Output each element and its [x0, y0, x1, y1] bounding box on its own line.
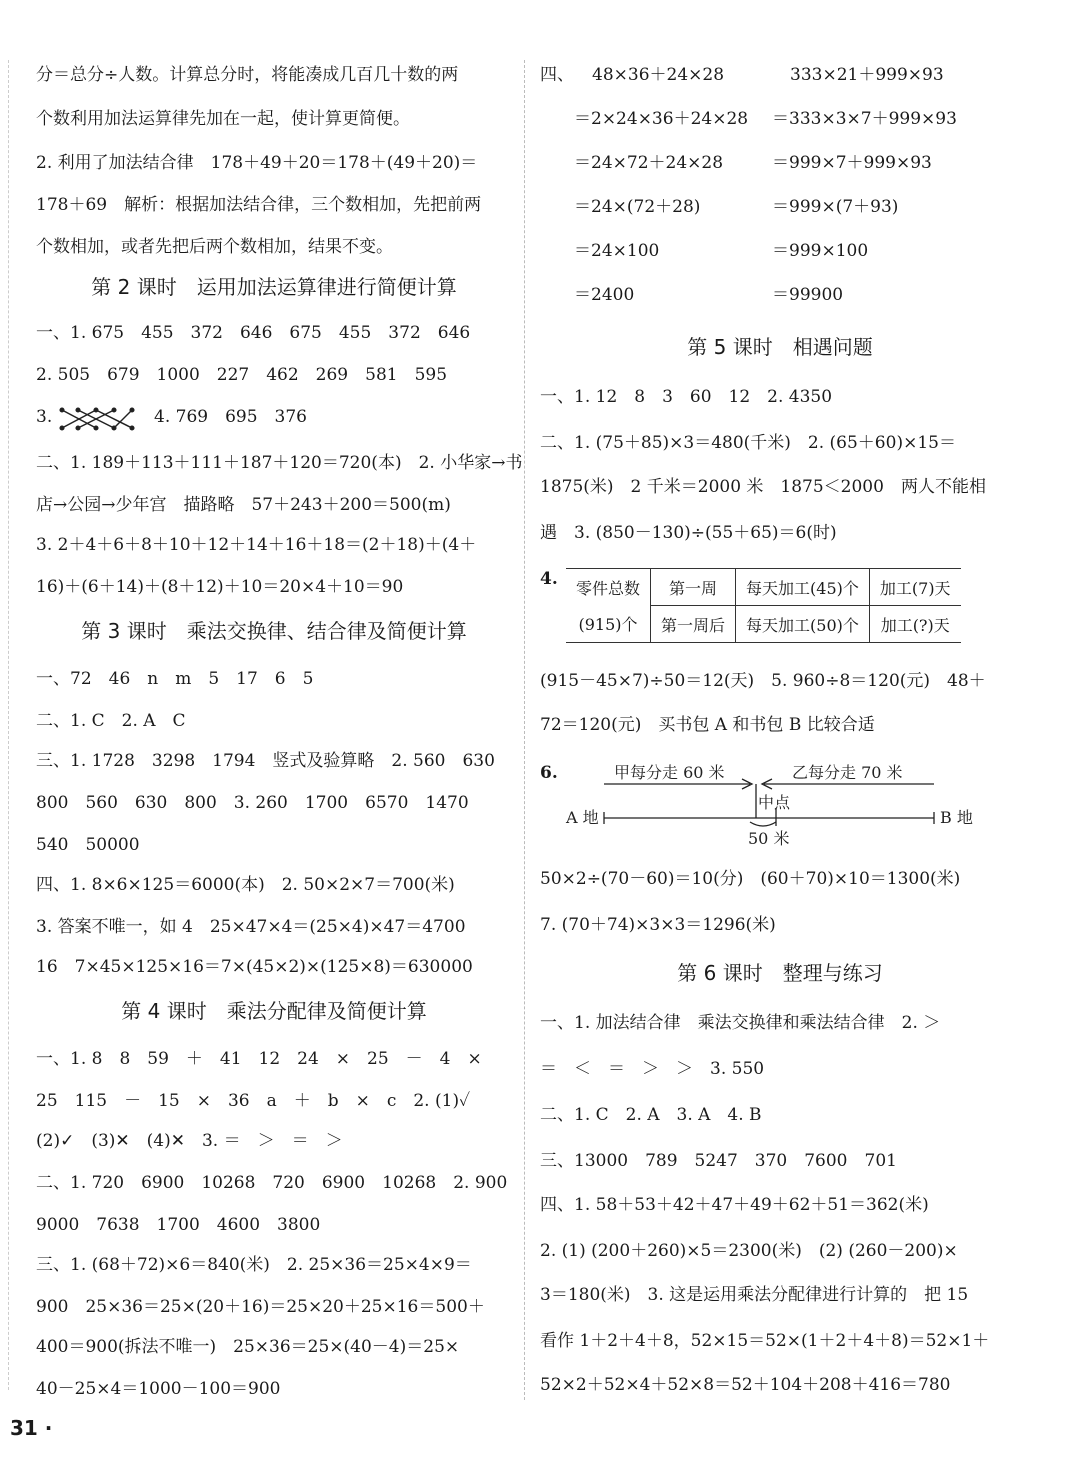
text-line: 二、1. C 2. A C: [36, 711, 186, 731]
text-line: 二、1. 720 6900 10268 720 6900 10268 2. 900: [36, 1173, 508, 1193]
question-label: 6.: [540, 763, 558, 783]
point-a-label: A 地: [566, 808, 599, 827]
text-line: 个数相加，或者先把后两个数相加，结果不变。: [36, 237, 393, 257]
calc-step: ＝999×(7＋93): [772, 197, 899, 217]
matching-lines-figure: [58, 404, 138, 434]
text-line: 900 25×36＝25×(20＋16)＝25×20＋25×16＝500＋: [36, 1297, 485, 1317]
text-line: 二、1. (75＋85)×3＝480(千米) 2. (65＋60)×15＝: [540, 433, 956, 453]
calc-step: ＝999×7＋999×93: [772, 153, 932, 173]
text-line: 1875(米) 2 千米＝2000 米 1875＜2000 两人不能相: [540, 477, 986, 497]
calc-step: 48×36＋24×28: [592, 65, 725, 85]
page-number: 31 ·: [10, 1416, 53, 1440]
text-line: 50×2÷(70－60)＝10(分) (60＋70)×10＝1300(米): [540, 869, 961, 889]
text-line: 2. 利用了加法结合律 178＋49＋20＝178＋(49＋20)＝: [36, 153, 478, 173]
section-heading: 第 2 课时 运用加法运算律进行简便计算: [91, 275, 457, 299]
calc-step: ＝999×100: [772, 241, 869, 261]
calc-step: ＝2400: [574, 285, 635, 305]
section-heading: 第 5 课时 相遇问题: [687, 335, 873, 359]
calc-step: ＝24×72＋24×28: [574, 153, 724, 173]
text-line: 一、1. 8 8 59 ＋ 41 12 24 × 25 － 4 ×: [36, 1049, 482, 1069]
text-line: 四、1. 8×6×125＝6000(本) 2. 50×2×7＝700(米): [36, 875, 455, 895]
text-line: 800 560 630 800 3. 260 1700 6570 1470: [36, 793, 469, 813]
section-heading: 第 3 课时 乘法交换律、结合律及简便计算: [81, 619, 467, 643]
text-line: 二、1. 189＋113＋111＋187＋120＝720(本) 2. 小华家→书: [36, 453, 523, 473]
calc-step: ＝333×3×7＋999×93: [772, 109, 957, 129]
part-label: 四、: [540, 65, 574, 85]
midpoint-label: 中点: [758, 793, 791, 812]
text-line: 一、1. 加法结合律 乘法交换律和乘法结合律 2. ＞: [540, 1013, 941, 1033]
text-line: 2. (1) (200＋260)×5＝2300(米) (2) (260－200)×: [540, 1241, 958, 1261]
table-cell: (915)个: [566, 606, 651, 643]
left-margin-line: [8, 60, 9, 1390]
text-line: 看作 1＋2＋4＋8，52×15＝52×(1＋2＋4＋8)＝52×1＋: [540, 1331, 990, 1351]
calc-step: ＝24×(72＋28): [574, 197, 701, 217]
text-line: ＝ ＜ ＝ ＞ ＞ 3. 550: [540, 1059, 765, 1079]
text-line: 72＝120(元) 买书包 A 和书包 B 比较合适: [540, 715, 875, 735]
table-cell: 每天加工(50)个: [736, 606, 870, 643]
table-cell: 加工(7)天: [869, 569, 960, 606]
text-line: 遇 3. (850－130)÷(55＋65)＝6(时): [540, 523, 837, 543]
text-line: 2. 505 679 1000 227 462 269 581 595: [36, 365, 448, 385]
meeting-diagram: [564, 756, 984, 852]
text-line: 店→公园→少年宫 描路略 57＋243＋200＝500(m): [36, 495, 451, 515]
text-line: 一、72 46 n m 5 17 6 5: [36, 669, 314, 689]
text-line: 9000 7638 1700 4600 3800: [36, 1215, 321, 1235]
text-line: 一、1. 675 455 372 646 675 455 372 646: [36, 323, 471, 343]
calc-step: ＝99900: [772, 285, 844, 305]
table-cell: 每天加工(45)个: [736, 569, 870, 606]
calc-step: ＝24×100: [574, 241, 660, 261]
text-line: 4. 769 695 376: [154, 407, 307, 427]
text-line: 三、1. 1728 3298 1794 竖式及验算略 2. 560 630: [36, 751, 495, 771]
text-line: 三、13000 789 5247 370 7600 701: [540, 1151, 897, 1171]
question-label: 3.: [36, 407, 53, 427]
calc-step: ＝2×24×36＋24×28: [574, 109, 749, 129]
text-line: 400＝900(拆法不唯一) 25×36＝25×(40－4)＝25×: [36, 1337, 460, 1357]
yi-label: 乙每分走 70 米: [792, 763, 903, 782]
text-line: 三、1. (68＋72)×6＝840(米) 2. 25×36＝25×4×9＝: [36, 1255, 472, 1275]
text-line: 25 115 － 15 × 36 a ＋ b × c 2. (1)✓: [36, 1091, 471, 1111]
text-line: 540 50000: [36, 835, 140, 855]
text-line: 7. (70＋74)×3×3＝1296(米): [540, 915, 776, 935]
table-cell: 加工(?)天: [869, 606, 960, 643]
table-cell: 第一周: [651, 569, 736, 606]
question-label: 4.: [540, 569, 558, 589]
section-heading: 第 4 课时 乘法分配律及简便计算: [121, 999, 427, 1023]
calc-step: 333×21＋999×93: [790, 65, 944, 85]
table-cell: 第一周后: [651, 606, 736, 643]
text-line: 3＝180(米) 3. 这是运用乘法分配律进行计算的 把 15: [540, 1285, 969, 1305]
text-line: 16)＋(6＋14)＋(8＋12)＋10＝20×4＋10＝90: [36, 577, 404, 597]
text-line: 52×2＋52×4＋52×8＝52＋104＋208＋416＝780: [540, 1375, 951, 1395]
table-cell: 零件总数: [566, 569, 651, 606]
point-b-label: B 地: [940, 808, 973, 827]
jia-label: 甲每分走 60 米: [614, 763, 725, 782]
text-line: 分＝总分÷人数。计算总分时，将能凑成几百几十数的两: [36, 65, 459, 85]
text-line: 178＋69 解析：根据加法结合律，三个数相加，先把前两: [36, 195, 482, 215]
gap-label: 50 米: [748, 829, 790, 848]
text-line: 16 7×45×125×16＝7×(45×2)×(125×8)＝630000: [36, 957, 473, 977]
text-line: (915－45×7)÷50＝12(天) 5. 960÷8＝120(元) 48＋: [540, 671, 986, 691]
text-line: 四、1. 58＋53＋42＋47＋49＋62＋51＝362(米): [540, 1195, 929, 1215]
text-line: 个数利用加法运算律先加在一起，使计算更简便。: [36, 109, 410, 129]
parts-table: [566, 568, 961, 643]
text-line: 3. 答案不唯一，如 4 25×47×4＝(25×4)×47＝4700: [36, 917, 466, 937]
text-line: 二、1. C 2. A 3. A 4. B: [540, 1105, 762, 1125]
column-divider: [524, 60, 525, 1400]
text-line: 一、1. 12 8 3 60 12 2. 4350: [540, 387, 833, 407]
text-line: 3. 2＋4＋6＋8＋10＋12＋14＋16＋18＝(2＋18)＋(4＋: [36, 535, 477, 555]
text-line: (2)✓ (3)✕ (4)✕ 3. ＝ ＞ ＝ ＞: [36, 1131, 343, 1151]
section-heading: 第 6 课时 整理与练习: [677, 961, 883, 985]
text-line: 40－25×4＝1000－100＝900: [36, 1379, 281, 1399]
